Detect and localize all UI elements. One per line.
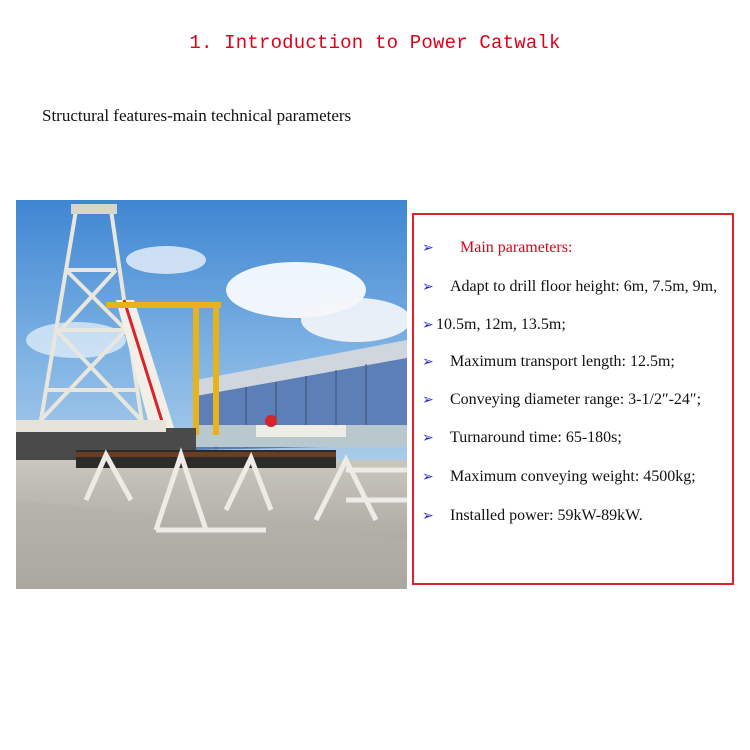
arrow-bullet-icon: ➢ <box>422 317 434 333</box>
list-item <box>422 468 696 486</box>
list-item <box>422 507 643 525</box>
list-item <box>422 316 566 334</box>
list-item <box>422 278 717 296</box>
list-item-text: Conveying diameter range: 3-1/2″-24″; <box>450 391 702 408</box>
section-subtitle: Structural features-main technical parameters <box>42 106 352 125</box>
list-item-text: Turnaround time: 65-180s; <box>450 429 622 446</box>
parameters-heading <box>422 239 572 257</box>
list-item-text: 10.5m, 12m, 13.5m; <box>436 316 566 333</box>
list-item <box>422 391 701 409</box>
list-item <box>422 353 675 371</box>
power-catwalk-photo <box>16 200 407 589</box>
list-item-text: Maximum transport length: 12.5m; <box>450 353 675 370</box>
list-item-text: Adapt to drill floor height: 6m, 7.5m, 9m, <box>450 278 718 295</box>
list-item-text: Installed power: 59kW-89kW. <box>450 507 643 524</box>
arrow-bullet-icon: ➢ <box>422 240 434 256</box>
arrow-bullet-icon: ➢ <box>422 392 434 408</box>
arrow-bullet-icon: ➢ <box>422 508 434 524</box>
page-title: 1. Introduction to Power Catwalk <box>189 32 561 54</box>
list-item-text: Maximum conveying weight: 4500kg; <box>450 468 696 485</box>
main-parameters-box <box>412 213 734 585</box>
arrow-bullet-icon: ➢ <box>422 430 434 446</box>
parameters-heading-label: Main parameters: <box>460 239 573 256</box>
list-item <box>422 429 622 447</box>
arrow-bullet-icon: ➢ <box>422 279 434 295</box>
arrow-bullet-icon: ➢ <box>422 354 434 370</box>
arrow-bullet-icon: ➢ <box>422 469 434 485</box>
